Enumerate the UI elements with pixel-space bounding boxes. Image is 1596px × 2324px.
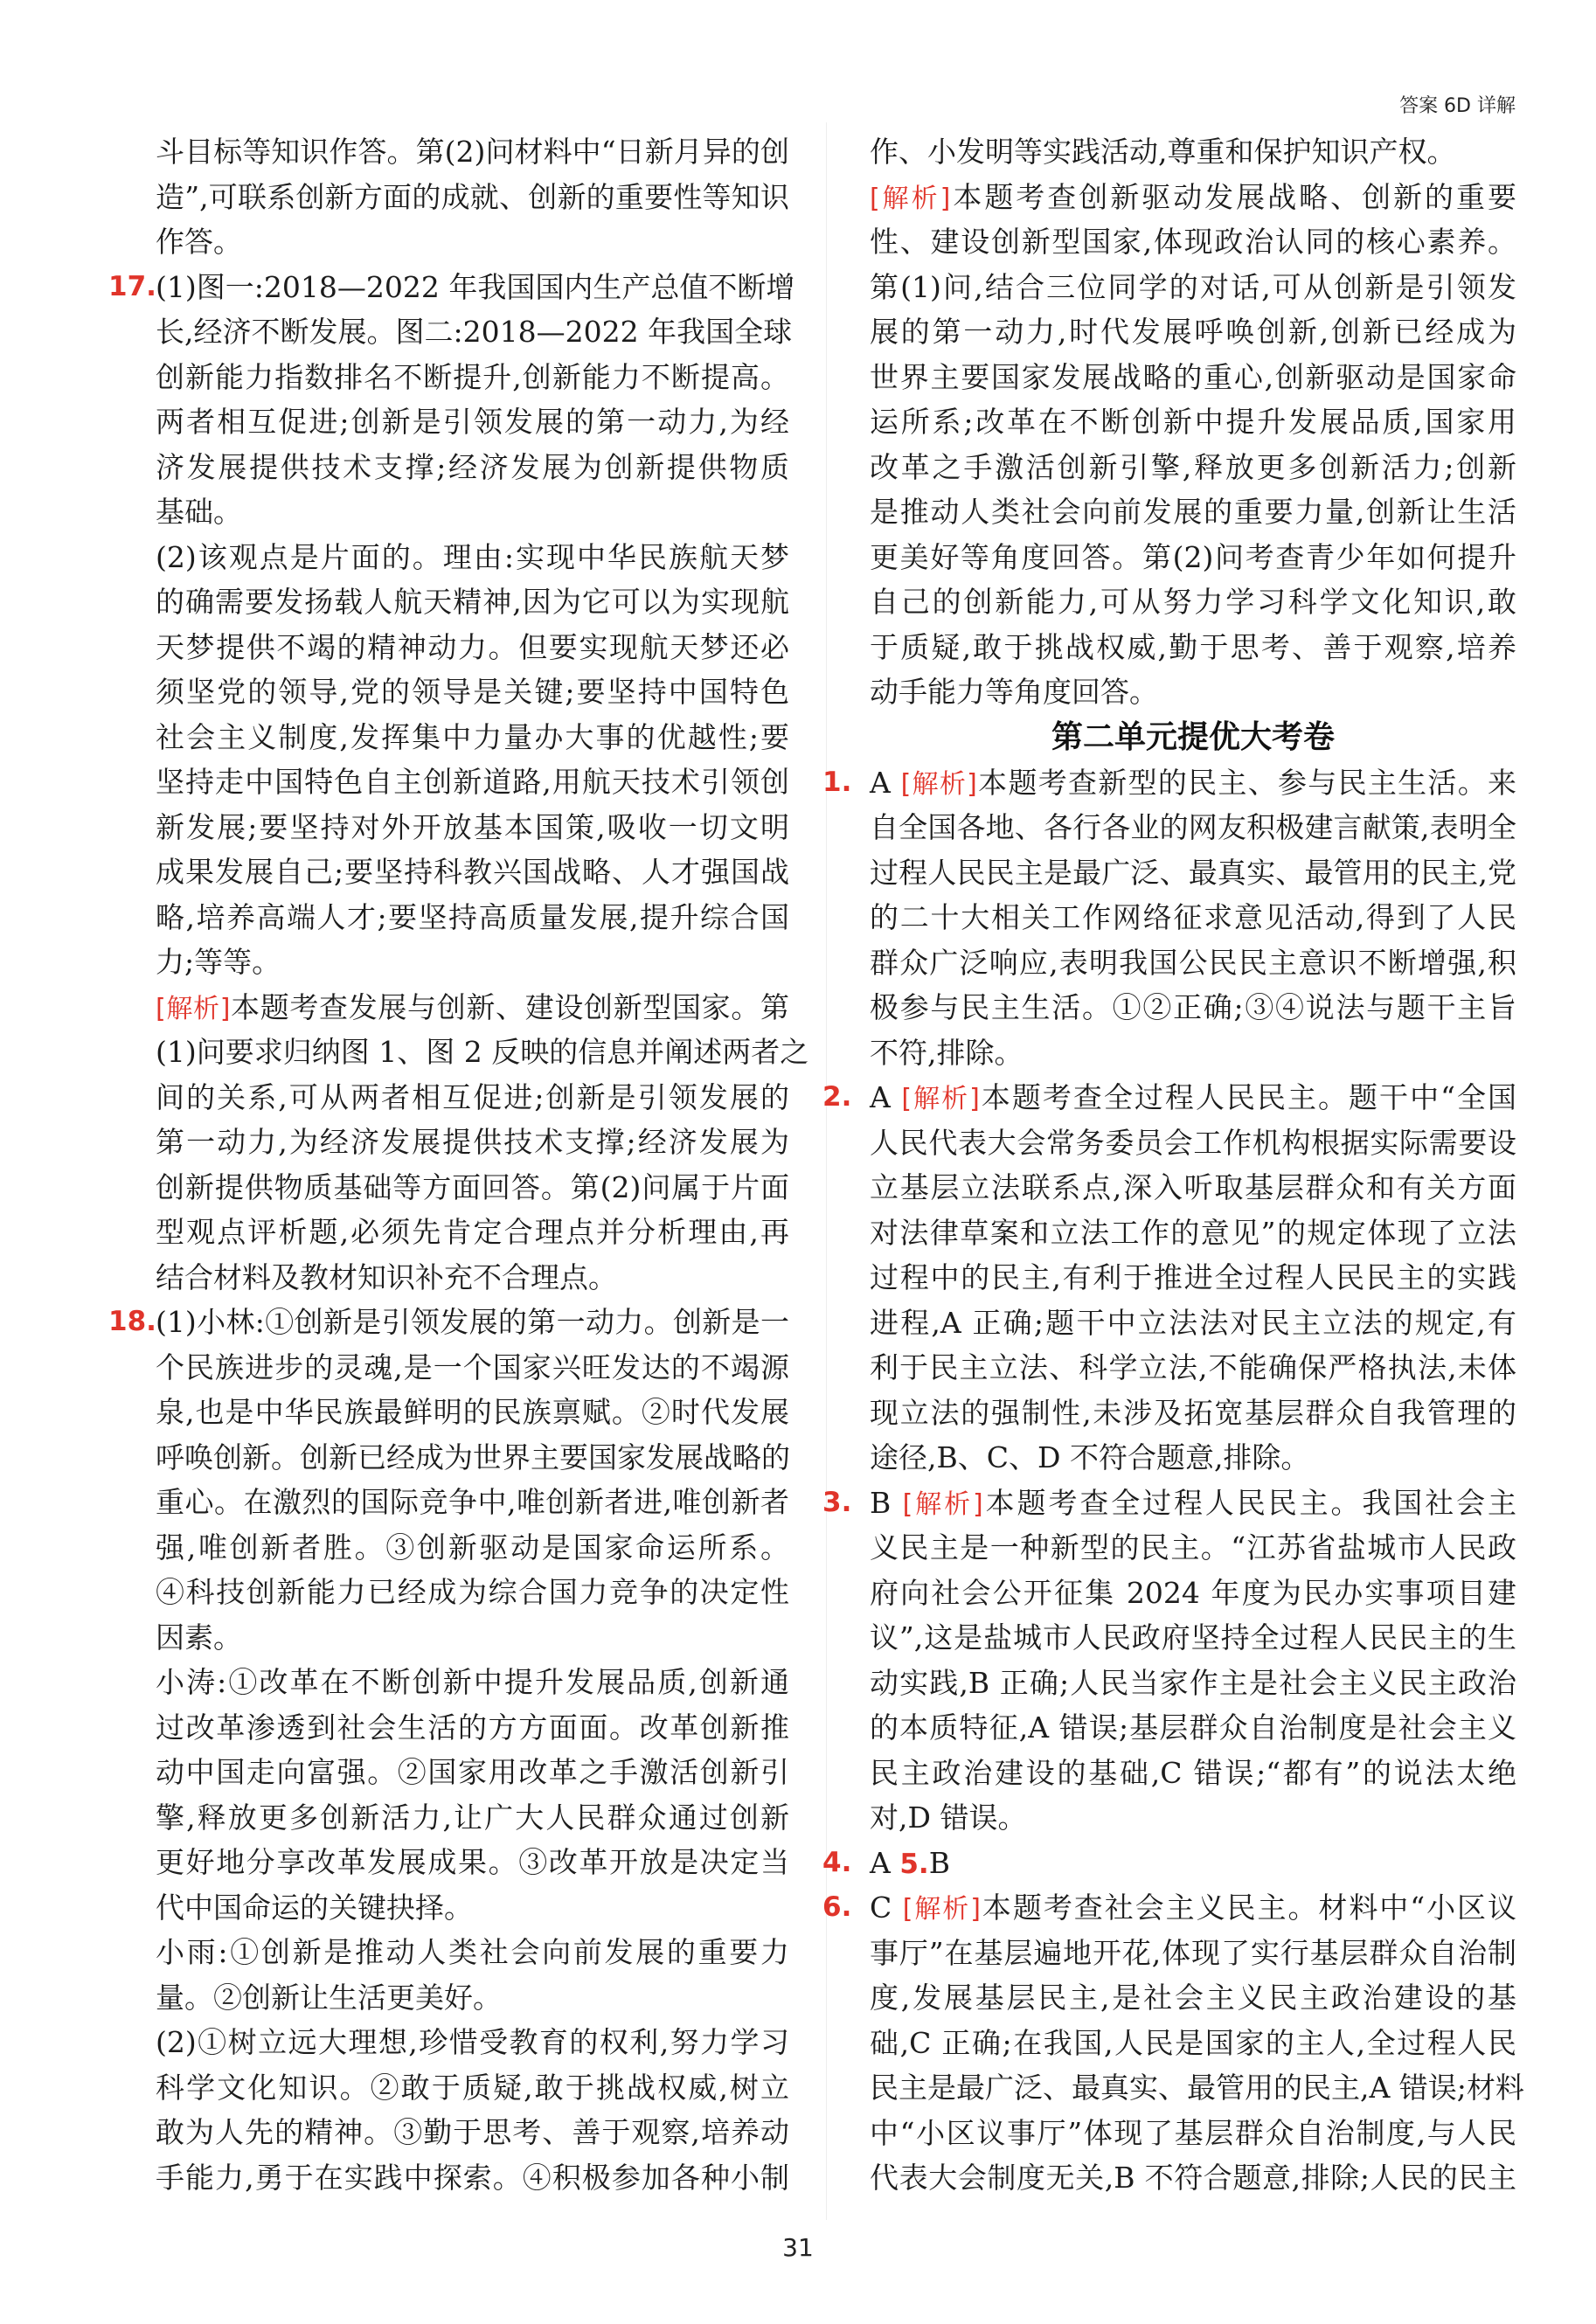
text-line <box>156 2065 789 2111</box>
answer-choice: 创新能力指数排名不断提升,创新能力不断提高。 <box>156 359 789 394</box>
text-line <box>870 1211 1516 1256</box>
question-number: 4. <box>822 1846 852 1878</box>
text-line <box>822 760 1516 806</box>
answer-choice: 量。②创新让生活更美好。 <box>156 1980 502 2015</box>
answer-choice: 略,培养高端人才;要坚持高质量发展,提升综合国 <box>156 899 789 934</box>
answer-choice: A <box>870 1845 900 1880</box>
answer-choice: 天梦提供不竭的精神动力。但要实现航天梦还必 <box>156 629 789 664</box>
answer-choice: 作答。 <box>156 225 242 259</box>
text-line <box>156 1615 789 1661</box>
answer-choice: 立基层立法联系点,深入听取基层群众和有关方面 <box>870 1170 1516 1204</box>
answer-choice: 动实践,B 正确;人民当家作主是社会主义民主政治 <box>870 1665 1516 1700</box>
answer-choice: 的确需要发扬载人航天精神,因为它可以为实现航 <box>156 585 789 619</box>
text-line <box>870 129 1516 175</box>
text-line <box>156 1075 789 1120</box>
text-line <box>156 2155 789 2201</box>
text-line <box>156 1525 789 1571</box>
line-text: 本题考查创新驱动发展战略、创新的重要 <box>950 179 1516 214</box>
text-line <box>870 1435 1516 1481</box>
answer-choice: 重心。在激烈的国际竞争中,唯创新者进,唯创新者 <box>156 1485 789 1519</box>
text-line <box>870 1345 1516 1391</box>
text-line <box>870 355 1516 400</box>
answer-choice: 展的第一动力,时代发展呼唤创新,创新已经成为 <box>870 315 1516 349</box>
answer-choice: (1)小林:①创新是引领发展的第一动力。创新是一 <box>156 1305 789 1339</box>
text-line <box>870 1661 1516 1706</box>
right-column <box>822 129 1524 2201</box>
line-text: 本题考查发展与创新、建设创新型国家。第 <box>230 989 789 1024</box>
answer-choice: (2)该观点是片面的。理由:实现中华民族航天梦 <box>156 539 789 574</box>
text-line <box>156 1255 789 1301</box>
answer-choice: 中“小区议事厅”体现了基层群众自治制度,与人民 <box>870 2115 1516 2150</box>
analysis-tag: [解析] <box>870 183 951 214</box>
answer-choice: 进程,A 正确;题干中立法法对民主立法的规定,有 <box>870 1305 1516 1340</box>
line-text: 本题考查全过程人民民主。我国社会主 <box>982 1485 1516 1520</box>
question-number: 18. <box>108 1306 156 1337</box>
question-number: 6. <box>822 1891 852 1923</box>
answer-choice: 代表大会制度无关,B 不符合题意,排除;人民的民主 <box>870 2161 1516 2195</box>
answer-choice: 擎,释放更多创新活力,让广大人民群众通过创新 <box>156 1800 789 1835</box>
answer-choice: 性、建设创新型国家,体现政治认同的核心素养。 <box>870 225 1516 259</box>
text-line <box>156 129 789 175</box>
text-line <box>870 1751 1516 1796</box>
text-line <box>156 1975 789 2021</box>
text-line <box>156 579 789 625</box>
text-line <box>156 489 789 535</box>
answer-choice: 自全国各地、各行各业的网友积极建言献策,表明全 <box>870 810 1516 844</box>
text-line <box>870 2021 1516 2066</box>
text-line <box>870 1571 1516 1616</box>
answer-choice: 是推动人类社会向前发展的重要力量,创新让生活 <box>870 495 1516 529</box>
analysis-tag: [解析] <box>901 1084 980 1114</box>
answer-choice: 呼唤创新。创新已经成为世界主要国家发展战略的 <box>156 1439 790 1474</box>
text-line <box>156 1885 789 1931</box>
answer-choice: 型观点评析题,必须先肯定合理点并分析理由,再 <box>156 1215 789 1249</box>
answer-choice: 结合材料及教材知识补充不合理点。 <box>156 1259 617 1294</box>
answer-choice: 因素。 <box>156 1620 242 1655</box>
answer-choice: 自己的创新能力,可从努力学习科学文化知识,敢 <box>870 585 1516 619</box>
question-number: 5. <box>899 1848 929 1880</box>
text-line <box>870 850 1516 896</box>
answer-header-tag: 答案 6D 详解 <box>1399 95 1516 117</box>
text-line <box>156 1840 789 1885</box>
answer-choice: 议”,这是盐城市人民政府坚持全过程人民民主的生 <box>870 1620 1516 1655</box>
text-line <box>870 2111 1516 2156</box>
text-line <box>156 445 789 490</box>
text-line <box>156 1165 789 1211</box>
text-line <box>870 895 1516 940</box>
analysis-tag: [解析] <box>156 993 231 1024</box>
text-line <box>156 760 789 805</box>
answer-choice: ④科技创新能力已经成为综合国力竞争的决定性 <box>156 1575 789 1609</box>
text-line <box>156 625 789 670</box>
answer-choice: 长,经济不断发展。图二:2018—2022 年我国全球 <box>156 315 793 349</box>
text-line <box>870 579 1516 625</box>
answer-choice: B <box>870 1485 903 1520</box>
answer-choice: 两者相互促进;创新是引领发展的第一动力,为经 <box>156 405 789 439</box>
text-line <box>156 1120 789 1165</box>
answer-choice: 利于民主立法、科学立法,不能确保严格执法,未体 <box>870 1350 1516 1384</box>
answer-choice: 群众广泛响应,表明我国公民民主意识不断增强,积 <box>870 945 1516 980</box>
answer-choice: 斗目标等知识作答。第(2)问材料中“日新月异的创 <box>156 135 789 169</box>
answer-choice: 府向社会公开征集 2024 年度为民办实事项目建 <box>870 1575 1516 1610</box>
answer-choice: 过程人民民主是最广泛、最真实、最管用的民主,党 <box>870 855 1516 890</box>
answer-choice: 社会主义制度,发挥集中力量办大事的优越性;要 <box>156 719 789 754</box>
text-line <box>156 2110 789 2155</box>
text-line <box>870 175 1516 220</box>
text-line <box>870 1705 1516 1751</box>
text-line <box>156 219 789 265</box>
answer-choice: 于质疑,敢于挑战权威,勤于思考、善于观察,培养 <box>870 629 1516 664</box>
text-line <box>156 850 789 895</box>
text-line <box>156 940 789 985</box>
text-line <box>822 1841 1516 1886</box>
text-line <box>156 1435 789 1481</box>
text-line <box>156 2020 789 2065</box>
text-line <box>156 175 789 220</box>
text-line <box>156 1750 789 1795</box>
line-text: 本题考查新型的民主、参与民主生活。来 <box>976 765 1516 800</box>
answer-choice: 人民代表大会常务委员会工作机构根据实际需要设 <box>870 1125 1516 1160</box>
text-line <box>156 399 789 445</box>
answer-choice: 第一动力,为经济发展提供技术支撑;经济发展为 <box>156 1125 789 1159</box>
text-line <box>822 1481 1516 1526</box>
answer-choice: 的本质特征,A 错误;基层群众自治制度是社会主义 <box>870 1710 1516 1745</box>
analysis-tag: [解析] <box>900 768 977 800</box>
text-line <box>870 1931 1516 1976</box>
answer-choice: 成果发展自己;要坚持科教兴国战略、人才强国战 <box>156 855 789 889</box>
text-line <box>822 1885 1516 1931</box>
answer-choice: 运所系;改革在不断创新中提升发展品质,国家用 <box>870 405 1516 439</box>
answer-choice: 事厅”在基层遍地开花,体现了实行基层群众自治制 <box>870 1935 1516 1970</box>
section-title: 第二单元提优大考卷 <box>1051 718 1335 755</box>
answer-choice: 小涛:①改革在不断创新中提升发展品质,创新通 <box>156 1665 789 1699</box>
answer-choice: 强,唯创新者胜。③创新驱动是国家命运所系。 <box>156 1530 789 1564</box>
text-line <box>870 940 1516 986</box>
text-line <box>156 1795 789 1841</box>
text-line <box>156 1030 809 1075</box>
answer-choice: (2)①树立远大理想,珍惜受教育的权利,努力学习 <box>156 2025 789 2059</box>
answer-choice: 创新提供物质基础等方面回答。第(2)问属于片面 <box>156 1169 789 1204</box>
answer-choice: 世界主要国家发展战略的重心,创新驱动是国家命 <box>870 359 1516 394</box>
text-line <box>156 895 789 940</box>
text-line <box>870 1301 1516 1346</box>
text-line <box>870 1255 1516 1301</box>
answer-choice: 间的关系,可从两者相互促进;创新是引领发展的 <box>156 1079 789 1114</box>
text-line <box>870 1975 1516 2021</box>
answer-choice: 新发展;要坚持对外开放基本国策,吸收一切文明 <box>156 809 789 844</box>
answer-choice: 对法律草案和立法工作的意见”的规定体现了立法 <box>870 1215 1516 1250</box>
text-line <box>870 1391 1516 1436</box>
text-line <box>870 489 1516 535</box>
answer-choice: 更好地分享改革发展成果。③改革开放是决定当 <box>156 1845 789 1879</box>
answer-choice: 泉,也是中华民族最鲜明的民族禀赋。②时代发展 <box>156 1395 789 1429</box>
text-line <box>870 2065 1524 2111</box>
answer-choice: 过改革渗透到社会生活的方方面面。改革创新推 <box>156 1710 789 1745</box>
answer-choice: 代中国命运的关键抉择。 <box>156 1890 473 1925</box>
text-line <box>108 265 795 310</box>
analysis-tag: [解析] <box>902 1488 983 1520</box>
question-number: 2. <box>822 1081 852 1113</box>
question-number: 17. <box>108 270 156 302</box>
answer-choice: 须坚党的领导,党的领导是关键;要坚持中国特色 <box>156 675 789 709</box>
line-text: 本题考查全过程人民民主。题干中“全国 <box>979 1080 1516 1114</box>
answer-choice: 坚持走中国特色自主创新道路,用航天技术引领创 <box>156 765 789 799</box>
text-line <box>870 219 1516 265</box>
text-line <box>870 535 1516 580</box>
text-line <box>870 625 1516 670</box>
answer-choice: 现立法的强制性,未涉及拓宽基层群众自我管理的 <box>870 1395 1516 1430</box>
text-line <box>156 355 789 400</box>
answer-choice: A <box>870 765 901 800</box>
text-line <box>870 399 1516 445</box>
left-column <box>108 129 809 2200</box>
answer-choice: 基础。 <box>156 495 242 529</box>
answer-choice: 科学文化知识。②敢于质疑,敢于挑战权威,树立 <box>156 2070 789 2105</box>
question-number: 3. <box>822 1486 852 1518</box>
answer-choice: 作、小发明等实践活动,尊重和保护知识产权。 <box>870 135 1456 169</box>
text-line <box>870 1525 1516 1571</box>
answer-choice: (1)问要求归纳图 1、图 2 反映的信息并阐述两者之 <box>156 1035 809 1069</box>
text-line <box>156 309 793 355</box>
answer-choice: 敢为人先的精神。③勤于思考、善于观察,培养动 <box>156 2115 789 2149</box>
text-line <box>156 1570 789 1615</box>
answer-choice: 础,C 正确;在我国,人民是国家的主人,全过程人民 <box>870 2025 1516 2060</box>
text-line <box>870 669 1516 715</box>
line-text: 本题考查社会主义民主。材料中“小区议 <box>980 1890 1516 1925</box>
answer-choice: 民主政治建设的基础,C 错误;“都有”的说法太绝 <box>870 1755 1516 1790</box>
text-line <box>156 535 789 580</box>
answer-choice: 义民主是一种新型的民主。“江苏省盐城市人民政 <box>870 1530 1516 1564</box>
analysis-tag: [解析] <box>902 1894 981 1925</box>
text-line <box>870 1030 1516 1076</box>
text-line <box>156 669 789 715</box>
answer-choice: 过程中的民主,有利于推进全过程人民民主的实践 <box>870 1260 1516 1294</box>
text-line <box>870 265 1516 310</box>
text-line <box>870 1795 1516 1841</box>
text-line <box>870 1615 1516 1661</box>
question-number: 1. <box>822 766 852 798</box>
answer-choice: 不符,排除。 <box>870 1035 1024 1070</box>
answer-choice: C <box>870 1890 903 1925</box>
answer-choice: 手能力,勇于在实践中探索。④积极参加各种小制 <box>156 2160 789 2195</box>
answer-choice: 对,D 错误。 <box>870 1800 1027 1835</box>
answer-choice: 动中国走向富强。②国家用改革之手激活创新引 <box>156 1755 789 1789</box>
answer-choice: 改革之手激活创新引擎,释放更多创新活力;创新 <box>870 449 1516 484</box>
text-line <box>156 1345 789 1391</box>
text-line <box>156 1390 789 1435</box>
text-line <box>870 1120 1516 1166</box>
answer-choice: 民主是最广泛、最真实、最管用的民主,A 错误;材料 <box>870 2071 1524 2105</box>
answer-choice: 更美好等角度回答。第(2)问考查青少年如何提升 <box>870 539 1516 574</box>
answer-choice: 第(1)问,结合三位同学的对话,可从创新是引领发 <box>870 269 1516 304</box>
answer-choice: 小雨:①创新是推动人类社会向前发展的重要力 <box>156 1935 789 1969</box>
text-line <box>870 985 1516 1030</box>
answer-choice: 济发展提供技术支撑;经济发展为创新提供物质 <box>156 449 789 484</box>
text-line <box>156 1210 789 1255</box>
answer-choice: 个民族进步的灵魂,是一个国家兴旺发达的不竭源 <box>156 1349 789 1384</box>
text-line <box>870 445 1516 490</box>
text-line <box>108 1300 789 1345</box>
text-line <box>870 805 1516 850</box>
answer-choice: A <box>870 1080 902 1114</box>
answer-choice: 造”,可联系创新方面的成就、创新的重要性等知识 <box>156 179 789 214</box>
text-line <box>156 1930 789 1975</box>
text-line <box>822 1075 1516 1120</box>
text-line <box>870 309 1516 355</box>
answer-choice: 力;等等。 <box>156 945 281 979</box>
answer-choice: 度,发展基层民主,是社会主义民主政治建设的基 <box>870 1981 1516 2015</box>
text-line <box>870 2155 1516 2201</box>
text-line <box>156 1705 789 1751</box>
answer-choice: (1)图一:2018—2022 年我国国内生产总值不断增 <box>156 269 795 304</box>
answer-choice: 动手能力等角度回答。 <box>870 675 1158 709</box>
text-line <box>870 1165 1516 1211</box>
text-line <box>156 1480 789 1525</box>
text-line <box>156 1660 789 1705</box>
text-line <box>156 715 789 760</box>
answer-choice: 极参与民主生活。①②正确;③④说法与题干主旨 <box>870 990 1516 1024</box>
line-text: B <box>928 1845 950 1880</box>
page-number: 31 <box>782 2233 814 2262</box>
answer-choice: 的二十大相关工作网络征求意见活动,得到了人民 <box>870 900 1516 934</box>
answer-choice: 途径,B、C、D 不符合题意,排除。 <box>870 1440 1310 1474</box>
text-line <box>156 985 789 1030</box>
text-line <box>156 805 789 850</box>
